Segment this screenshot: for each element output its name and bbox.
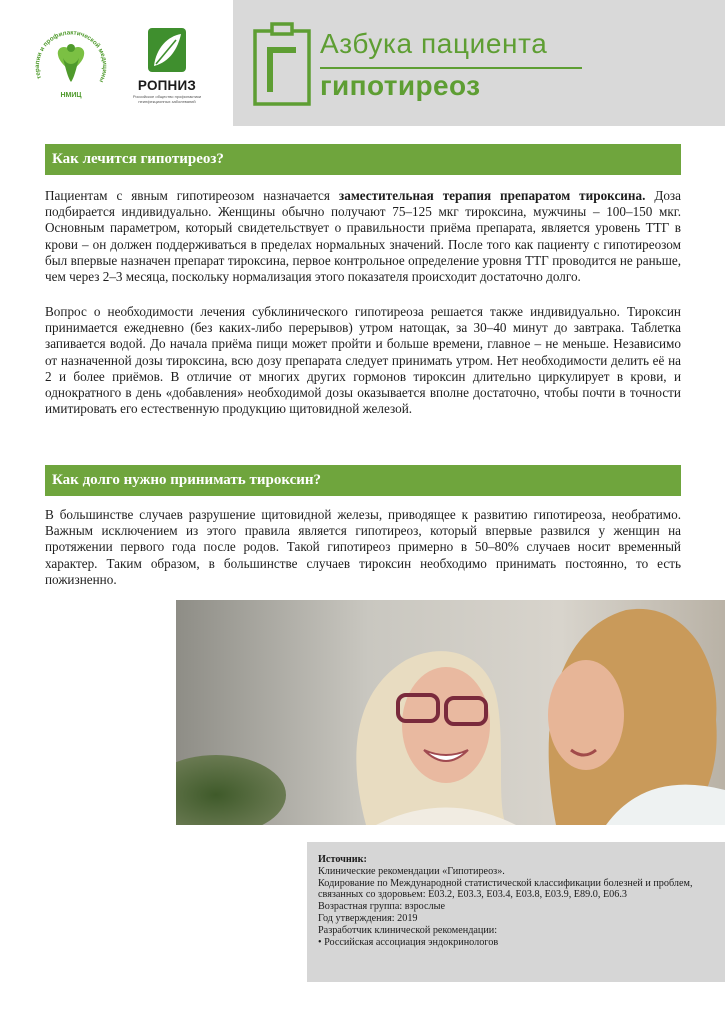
nmic-text: НМИЦ: [60, 92, 82, 99]
paragraph-therapy: [45, 188, 681, 285]
source-line: Год утверждения: 2019: [318, 912, 418, 924]
header-logos: [0, 0, 233, 126]
nmic-logo-icon: [30, 22, 112, 104]
source-line: Возрастная группа: взрослые: [318, 901, 445, 913]
ropniz-name: РОПНИЗ: [137, 78, 197, 93]
source-title: Источник:: [318, 854, 367, 865]
page-title: Азбука пациента: [320, 28, 548, 59]
paragraph-duration: В большинстве случаев разрушение щитовидной железы, приводящее к развитию гипотиреоза, необратимо. Важным исключением из этого правила является гипотиреоз, который впервые развился у женщин на протяжении первого года после родов. Такой гипотиреоз примерно в 50–80% случаев носит временный характер. Таким образом, в большинстве случаев тироксин необходимо принимать постоянно, то есть пожизненно.: [45, 507, 681, 587]
paragraph-rest: Доза подбирается индивидуально. Женщины обычно получают 75–125 мкг тироксина, мужчины – 100–150 мкг. Основным параметром, который свидетельствует о правильности приёма препарата, является уровень ТТГ в крови – он должен поддерживаться в пределах нормальных значений. После того как пациенту с гипотиреозом был впервые назначен препарат тироксина, первое контрольное определение уровня ТТГ проводится не раньше, чем через 2–3 месяца, поскольку нормализация этого показателя происходит достаточно долго.: [45, 188, 681, 285]
section-heading-treatment: Как лечится гипотиреоз?: [45, 144, 681, 175]
source-line: Разработчик клинической рекомендации:: [318, 924, 498, 936]
paragraph-subclinical: Вопрос о необходимости лечения субклинического гипотиреоза решается также индивидуально. Тироксин принимается ежедневно (без каких-либо перерывов) утром натощак, за 30–40 минут до завтрака. Таблетка запивается водой. До начала приёма пищи может пройти и больше времени, главное – не меньше. Независимо от назначенной дозы тироксина, всю дозу препарата следует принимать утром. Нет необходимости делить её на 2 и более приёмов. В отличие от многих других гормонов тироксин длительно циркулирует в крови, и однократного в день «добавления» необходимой дозы оказывается вполне достаточно, чтобы почти в точности имитировать его естественную продукцию щитовидной железой.: [45, 304, 681, 417]
source-line: • Российская ассоциация эндокринологов: [318, 936, 499, 948]
paragraph-lead: Пациентам с явным гипотиреозом назначается: [45, 188, 339, 203]
source-line: Клинические рекомендации «Гипотиреоз».: [318, 865, 505, 877]
title-divider: [320, 67, 582, 69]
section-heading-duration: Как долго нужно принимать тироксин?: [45, 465, 681, 496]
nmic-arc-text: терапии и профилактической медицины: [33, 29, 109, 84]
clipboard-icon: [253, 22, 311, 106]
page-subtitle: гипотиреоз: [320, 70, 481, 101]
ropniz-logo: [126, 24, 208, 106]
leaf-logo-icon: [126, 24, 208, 76]
photo-two-women: [176, 600, 725, 825]
paragraph-bold: заместительная терапия препаратом тироксина.: [338, 188, 646, 203]
source-line: Кодирование по Международной статистической классификации болезней и проблем, связанных со здоровьем: E03.2, E03.3, E03.4, E03.8, E03.9, E89.0, E06.3: [318, 877, 693, 901]
ropniz-subtitle: Российское общество профилактики неинфекционных заболеваний: [132, 94, 202, 104]
photo-icon: [176, 600, 725, 825]
source-box: [307, 842, 725, 982]
